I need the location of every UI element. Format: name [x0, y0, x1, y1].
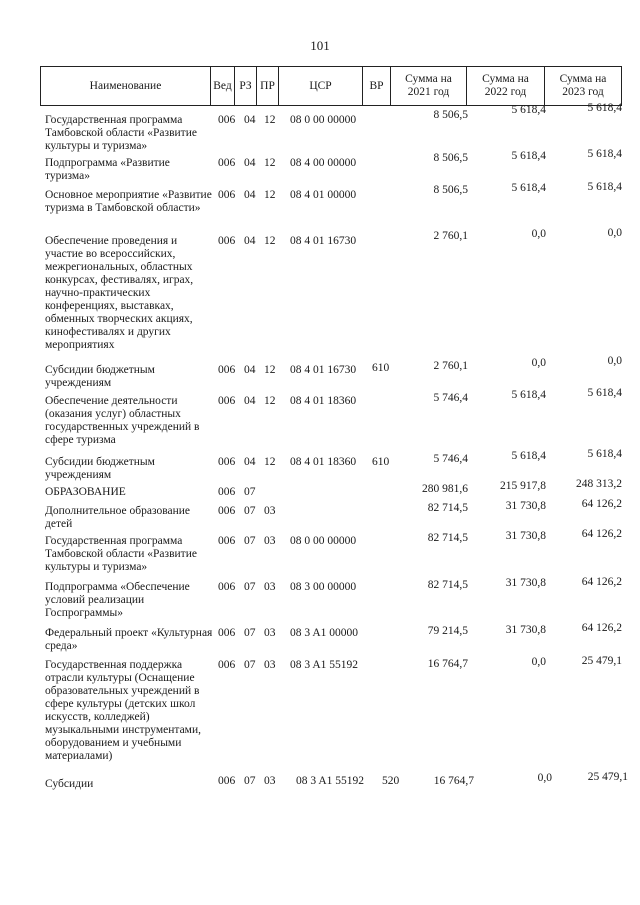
row-rz: 04 [244, 456, 256, 468]
table-header [40, 66, 622, 106]
row-sum-2021: 79 214,5 [427, 625, 468, 637]
row-rz: 04 [244, 157, 256, 169]
row-rz: 04 [244, 364, 256, 376]
row-name: Государственная поддержка отрасли культуры (Оснащение образовательных учреждений в сфере культуры (детских школ искусств, колледжей) музыкальными инструментами, оборудованием и учебными материалами) [45, 659, 201, 762]
row-ved: 006 [218, 505, 236, 517]
row-sum-2021: 2 760,1 [433, 360, 468, 372]
row-pr: 12 [264, 395, 276, 407]
header-name: Наименование [89, 79, 162, 92]
row-sum-2023: 64 126,2 [581, 528, 622, 540]
row-pr: 03 [264, 505, 276, 517]
row-sum-2023: 64 126,2 [581, 622, 622, 634]
row-sum-2023: 0,0 [607, 227, 622, 239]
row-sum-2021: 8 506,5 [433, 109, 468, 121]
row-csr: 08 4 01 00000 [290, 189, 357, 201]
row-sum-2022: 31 730,8 [505, 530, 546, 542]
row-sum-2023: 5 618,4 [587, 387, 622, 399]
row-ved: 006 [218, 395, 236, 407]
row-sum-2023: 5 618,4 [587, 448, 622, 460]
row-csr: 08 0 00 00000 [290, 535, 357, 547]
row-rz: 04 [244, 114, 256, 126]
row-vr: 610 [372, 362, 390, 374]
row-ved: 006 [218, 535, 236, 547]
header-sum-2022-line1: Сумма на [482, 73, 529, 85]
row-sum-2022: 5 618,4 [511, 182, 546, 194]
row-pr: 12 [264, 114, 276, 126]
row-name: Обеспечение проведения и участие во всероссийских, межрегиональных, областных конкурсах, фестивалях, играх, научно-практических конференциях, выставках, обменных творческих акциях, кинофестивалях и других мероприятиях [45, 235, 194, 351]
row-name: Федеральный проект «Культурная среда» [45, 627, 213, 652]
row-sum-2023: 0,0 [607, 355, 622, 367]
row-rz: 07 [244, 659, 256, 671]
row-ved: 006 [218, 775, 236, 787]
row-ved: 006 [218, 456, 236, 468]
row-rz: 07 [244, 775, 256, 787]
row-sum-2023: 25 479,1 [581, 655, 622, 667]
header-sum-2021-line2: 2021 год [407, 86, 450, 98]
row-csr: 08 3 00 00000 [290, 581, 357, 593]
row-csr: 08 4 01 16730 [290, 235, 357, 247]
row-name: Подпрограмма «Обеспечение условий реализации Госпрограммы» [45, 581, 190, 619]
row-ved: 006 [218, 581, 236, 593]
row-sum-2021: 8 506,5 [433, 184, 468, 196]
row-rz: 04 [244, 235, 256, 247]
row-name: Обеспечение деятельности (оказания услуг) областных государственных учреждений в сфере туризма [45, 395, 200, 446]
header-rz: РЗ [239, 79, 252, 92]
row-ved: 006 [218, 189, 236, 201]
row-name: Подпрограмма «Развитие туризма» [45, 157, 170, 182]
header-pr: ПР [260, 79, 275, 92]
row-vr: 610 [372, 456, 390, 468]
row-sum-2023: 5 618,4 [587, 148, 622, 160]
row-pr: 03 [264, 775, 276, 787]
row-sum-2022: 5 618,4 [511, 389, 546, 401]
row-rz: 07 [244, 486, 256, 498]
row-ved: 006 [218, 235, 236, 247]
row-csr: 08 4 00 00000 [290, 157, 357, 169]
row-pr: 03 [264, 535, 276, 547]
row-name: ОБРАЗОВАНИЕ [45, 486, 126, 498]
header-sum-2022 [467, 66, 544, 106]
row-sum-2021: 82 714,5 [427, 579, 468, 591]
row-ved: 006 [218, 627, 236, 639]
header-divider [621, 66, 622, 106]
row-pr: 03 [264, 659, 276, 671]
header-sum-2022-line2: 2022 год [484, 86, 527, 98]
row-sum-2021: 82 714,5 [427, 502, 468, 514]
row-name: Основное мероприятие «Развитие туризма в Тамбовской области» [45, 189, 212, 214]
row-sum-2023: 5 618,4 [587, 181, 622, 193]
row-sum-2021: 16 764,7 [427, 658, 468, 670]
row-sum-2022: 215 917,8 [500, 480, 546, 492]
row-name: Государственная программа Тамбовской области «Развитие культуры и туризма» [45, 114, 197, 152]
header-sum-2023-line2: 2023 год [562, 86, 604, 98]
row-csr: 08 3 A1 55192 [290, 659, 359, 671]
row-ved: 006 [218, 486, 236, 498]
row-rz: 07 [244, 627, 256, 639]
row-sum-2022: 31 730,8 [505, 500, 546, 512]
row-rz: 07 [244, 581, 256, 593]
row-csr: 08 0 00 00000 [290, 114, 357, 126]
row-sum-2022: 0,0 [531, 656, 546, 668]
row-name: Субсидии бюджетным учреждениям [45, 364, 155, 389]
row-sum-2022: 0,0 [531, 228, 546, 240]
row-sum-2022: 31 730,8 [505, 577, 546, 589]
row-csr: 08 4 01 16730 [290, 364, 357, 376]
row-ved: 006 [218, 364, 236, 376]
row-rz: 04 [244, 189, 256, 201]
row-ved: 006 [218, 114, 236, 126]
row-sum-2022: 31 730,8 [505, 624, 546, 636]
row-rz: 04 [244, 395, 256, 407]
header-csr: ЦСР [309, 79, 332, 92]
row-sum-2023: 64 126,2 [581, 498, 622, 510]
row-sum-2023: 5 618,4 [587, 102, 622, 114]
row-name: Дополнительное образование детей [45, 505, 191, 530]
row-csr: 08 3 A1 55192 [296, 775, 365, 787]
row-sum-2021: 2 760,1 [433, 230, 468, 242]
row-sum-2021: 16 764,7 [433, 775, 474, 787]
header-vr: ВР [369, 79, 384, 92]
row-name: Субсидии бюджетным учреждениям [45, 456, 155, 481]
header-ved: Вед [213, 79, 232, 92]
row-name: Государственная программа Тамбовской области «Развитие культуры и туризма» [45, 535, 197, 573]
header-sum-2021-line1: Сумма на [405, 73, 452, 85]
row-vr: 520 [382, 775, 400, 787]
row-sum-2022: 0,0 [537, 772, 552, 784]
row-csr: 08 4 01 18360 [290, 395, 357, 407]
row-rz: 07 [244, 535, 256, 547]
row-sum-2021: 5 746,4 [433, 392, 468, 404]
row-sum-2022: 5 618,4 [511, 450, 546, 462]
row-csr: 08 3 A1 00000 [290, 627, 359, 639]
row-ved: 006 [218, 659, 236, 671]
row-pr: 12 [264, 235, 276, 247]
row-pr: 12 [264, 189, 276, 201]
header-sum-2021 [391, 66, 466, 106]
row-sum-2021: 5 746,4 [433, 453, 468, 465]
row-sum-2022: 5 618,4 [511, 104, 546, 116]
row-sum-2021: 8 506,5 [433, 152, 468, 164]
row-pr: 03 [264, 627, 276, 639]
row-sum-2023: 25 479,1 [587, 771, 628, 783]
row-sum-2022: 5 618,4 [511, 150, 546, 162]
page-number: 101 [310, 38, 330, 53]
row-name: Субсидии [45, 778, 94, 790]
header-sum-2023 [545, 66, 621, 106]
row-pr: 12 [264, 157, 276, 169]
row-pr: 03 [264, 581, 276, 593]
row-sum-2023: 248 313,2 [576, 478, 622, 490]
row-csr: 08 4 01 18360 [290, 456, 357, 468]
row-sum-2023: 64 126,2 [581, 576, 622, 588]
row-rz: 07 [244, 505, 256, 517]
row-pr: 12 [264, 456, 276, 468]
header-sum-2023-line1: Сумма на [559, 73, 607, 85]
row-sum-2021: 280 981,6 [422, 483, 468, 495]
row-sum-2021: 82 714,5 [427, 532, 468, 544]
row-pr: 12 [264, 364, 276, 376]
row-ved: 006 [218, 157, 236, 169]
row-sum-2022: 0,0 [531, 357, 546, 369]
